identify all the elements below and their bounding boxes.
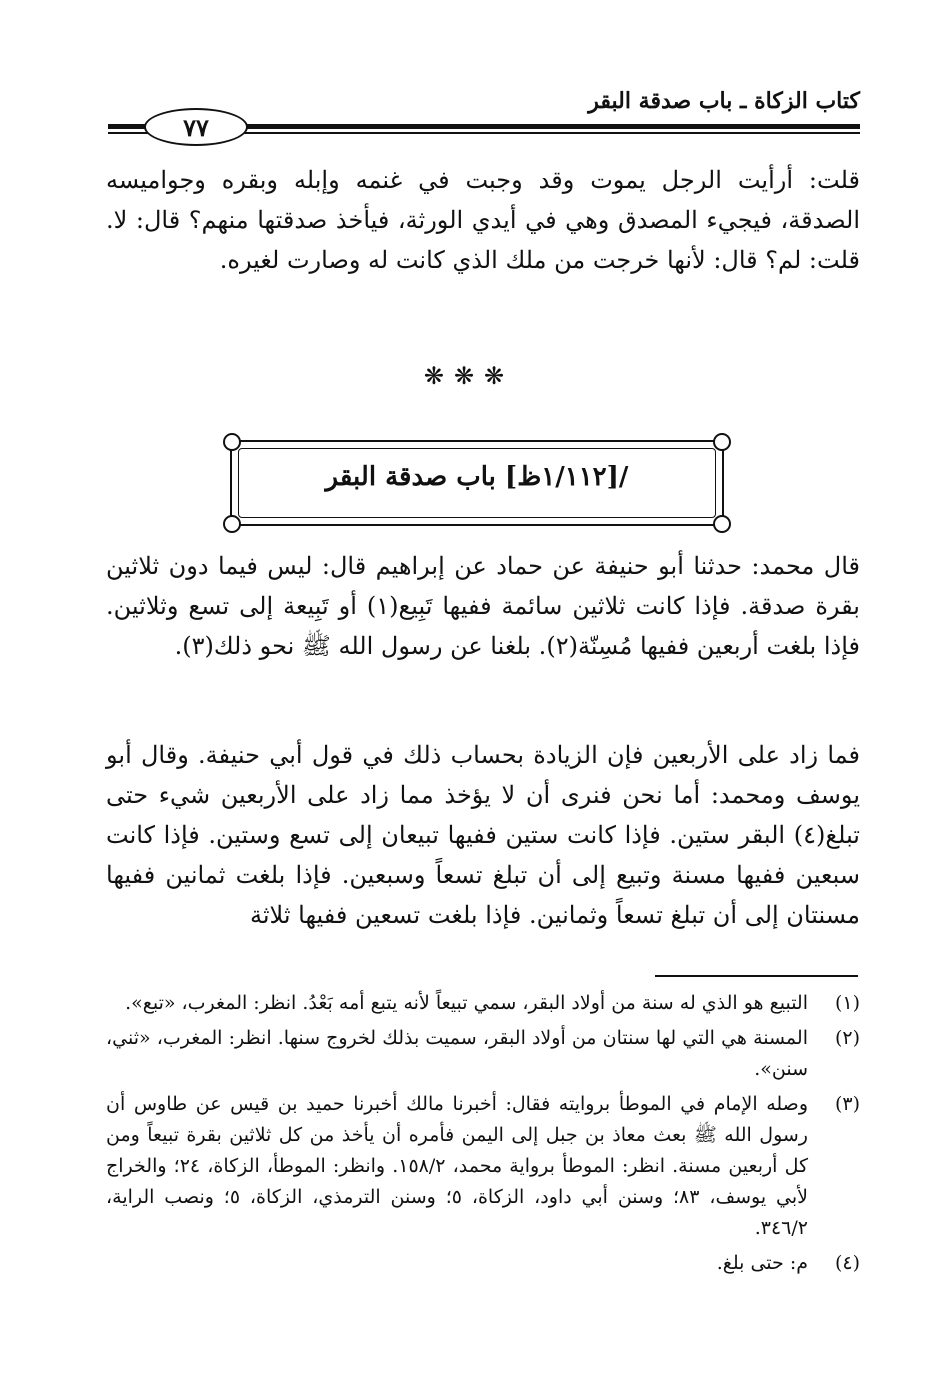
footnote-text: المسنة هي التي لها سنتان من أولاد البقر، سميت بذلك لخروج سنها. انظر: المغرب، «ثني، سنن». xyxy=(106,1027,808,1080)
footnote-number: (٤) xyxy=(834,1252,860,1274)
section-heading-frame xyxy=(230,440,724,526)
paragraph-ruling: فما زاد على الأربعين فإن الزيادة بحساب ذلك في قول أبي حنيفة. وقال أبو يوسف ومحمد: أما نحن فنرى أن لا يؤخذ مما زاد على الأربعين شيء حتى تبلغ(٤) البقر ستين. فإذا كانت ستين ففيها تبيعان إلى تسع وستين. فإذا كانت سبعين ففيها مسنة وتبيع إلى أن تبلغ تسعاً وسبعين. فإذا بلغت ثمانين ففيها مسنتان إلى أن تبلغ تسعاً وثمانين. فإذا بلغت تسعين ففيها ثلاثة xyxy=(106,741,860,929)
paragraph-opening: قلت: أرأيت الرجل يموت وقد وجبت في غنمه وإبله وبقره وجواميسه الصدقة، فيجيء المصدق وهي في أيدي الورثة، فيأخذ صدقتها منهم؟ قال: لا. قلت: لم؟ قال: لأنها خرجت من ملك الذي كانت له وصارت لغيره. xyxy=(106,166,861,274)
running-header-title: كتاب الزكاة ـ باب صدقة البقر xyxy=(588,88,860,114)
frame-corner-ornament xyxy=(713,433,731,451)
footnotes xyxy=(106,988,860,1283)
frame-corner-ornament xyxy=(223,515,241,533)
footnote-item xyxy=(106,1248,860,1279)
frame-corner-ornament xyxy=(223,433,241,451)
footnote-number: (٣) xyxy=(834,1093,860,1115)
footnote-number: (١) xyxy=(834,992,860,1014)
page-number-oval xyxy=(144,108,248,146)
footnote-item xyxy=(106,1023,860,1085)
page-number: ٧٧ xyxy=(183,112,209,142)
section-heading: /[١/١١٢ظ] باب صدقة البقر xyxy=(325,462,629,492)
footnote-separator xyxy=(655,975,858,977)
running-header xyxy=(108,82,860,142)
paragraph-hadith: قال محمد: حدثنا أبو حنيفة عن حماد عن إبراهيم قال: ليس فيما دون ثلاثين بقرة صدقة. فإذا كانت ثلاثين سائمة ففيها تَبِيع(١) أو تَبِيعة إلى تسع وثلاثين. فإذا بلغت أربعين ففيها مُسِنّة(٢). بلغنا عن رسول الله ﷺ نحو ذلك(٣). xyxy=(106,552,860,660)
frame-corner-ornament xyxy=(713,515,731,533)
section-separator-stars: ❋❋❋ xyxy=(423,362,515,390)
footnote-text: وصله الإمام في الموطأ بروايته فقال: أخبرنا مالك أخبرنا حميد بن قيس عن طاوس أن رسول الله ﷺ بعث معاذ بن جبل إلى اليمن فأمره أن يأخذ من كل ثلاثين بقرة تبيعاً ومن كل أربعين مسنة. انظر: الموطأ برواية محمد، ١٥٨/٢. وانظر: الموطأ، الزكاة، ٢٤؛ والخراج لأبي يوسف، ٨٣؛ وسنن أبي داود، الزكاة، ٥؛ وسنن الترمذي، الزكاة، ٥؛ ونصب الراية، ٣٤٦/٢. xyxy=(106,1093,809,1239)
footnote-text: التبيع هو الذي له سنة من أولاد البقر، سمي تبيعاً لأنه يتبع أمه بَعْدُ. انظر: المغرب، «تبع». xyxy=(125,992,808,1014)
footnote-item xyxy=(106,1089,860,1244)
footnote-number: (٢) xyxy=(834,1027,860,1049)
footnote-item xyxy=(106,988,860,1019)
footnote-text: م: حتى بلغ. xyxy=(716,1252,808,1274)
